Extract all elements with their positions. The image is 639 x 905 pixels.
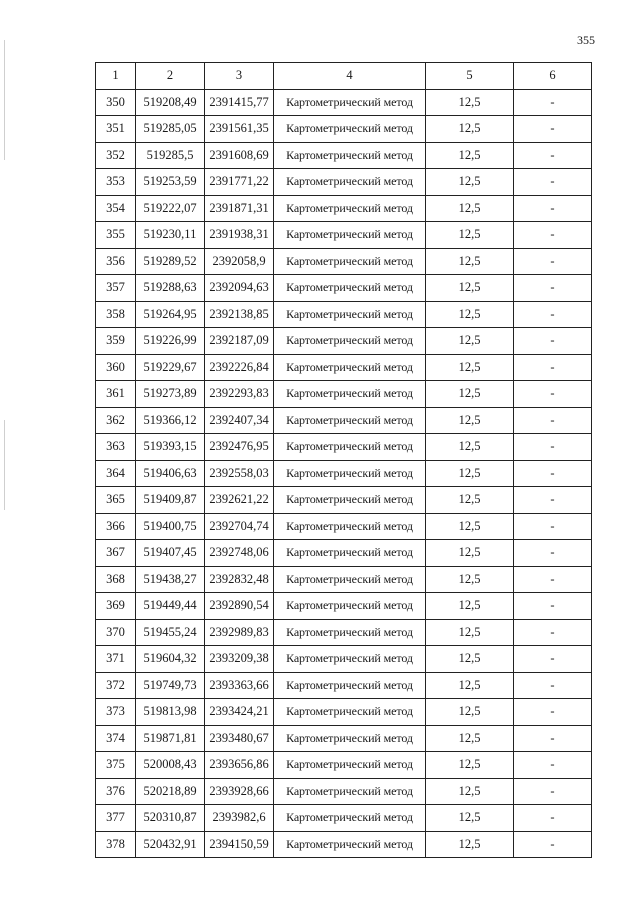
table-row bbox=[96, 407, 592, 434]
table-row bbox=[96, 354, 592, 381]
accuracy-cell: 12,5 bbox=[426, 434, 514, 461]
note-cell: - bbox=[514, 672, 592, 699]
method-cell: Картометрический метод bbox=[274, 169, 426, 196]
y-coordinate-cell: 2391608,69 bbox=[205, 142, 274, 169]
accuracy-cell: 12,5 bbox=[426, 699, 514, 726]
x-coordinate-cell: 519604,32 bbox=[136, 646, 205, 673]
table-row bbox=[96, 672, 592, 699]
x-coordinate-cell: 520310,87 bbox=[136, 805, 205, 832]
accuracy-cell: 12,5 bbox=[426, 354, 514, 381]
y-coordinate-cell: 2392226,84 bbox=[205, 354, 274, 381]
x-coordinate-cell: 519449,44 bbox=[136, 593, 205, 620]
y-coordinate-cell: 2391771,22 bbox=[205, 169, 274, 196]
table-row bbox=[96, 805, 592, 832]
accuracy-cell: 12,5 bbox=[426, 513, 514, 540]
note-cell: - bbox=[514, 328, 592, 355]
note-cell: - bbox=[514, 646, 592, 673]
y-coordinate-cell: 2392058,9 bbox=[205, 248, 274, 275]
method-cell: Картометрический метод bbox=[274, 248, 426, 275]
method-cell: Картометрический метод bbox=[274, 434, 426, 461]
accuracy-cell: 12,5 bbox=[426, 460, 514, 487]
note-cell: - bbox=[514, 381, 592, 408]
header-cell-4: 4 bbox=[274, 63, 426, 90]
accuracy-cell: 12,5 bbox=[426, 89, 514, 116]
note-cell: - bbox=[514, 89, 592, 116]
accuracy-cell: 12,5 bbox=[426, 328, 514, 355]
y-coordinate-cell: 2392621,22 bbox=[205, 487, 274, 514]
accuracy-cell: 12,5 bbox=[426, 646, 514, 673]
method-cell: Картометрический метод bbox=[274, 778, 426, 805]
table-row bbox=[96, 540, 592, 567]
note-cell: - bbox=[514, 778, 592, 805]
note-cell: - bbox=[514, 460, 592, 487]
x-coordinate-cell: 519813,98 bbox=[136, 699, 205, 726]
accuracy-cell: 12,5 bbox=[426, 407, 514, 434]
y-coordinate-cell: 2392094,63 bbox=[205, 275, 274, 302]
table-row bbox=[96, 513, 592, 540]
note-cell: - bbox=[514, 434, 592, 461]
x-coordinate-cell: 520432,91 bbox=[136, 831, 205, 858]
accuracy-cell: 12,5 bbox=[426, 381, 514, 408]
table-row bbox=[96, 381, 592, 408]
x-coordinate-cell: 519400,75 bbox=[136, 513, 205, 540]
y-coordinate-cell: 2391938,31 bbox=[205, 222, 274, 249]
accuracy-cell: 12,5 bbox=[426, 540, 514, 567]
point-number-cell: 359 bbox=[96, 328, 136, 355]
method-cell: Картометрический метод bbox=[274, 89, 426, 116]
point-number-cell: 366 bbox=[96, 513, 136, 540]
table-row bbox=[96, 725, 592, 752]
y-coordinate-cell: 2392187,09 bbox=[205, 328, 274, 355]
table-row bbox=[96, 699, 592, 726]
point-number-cell: 354 bbox=[96, 195, 136, 222]
point-number-cell: 352 bbox=[96, 142, 136, 169]
note-cell: - bbox=[514, 593, 592, 620]
x-coordinate-cell: 519222,07 bbox=[136, 195, 205, 222]
note-cell: - bbox=[514, 725, 592, 752]
accuracy-cell: 12,5 bbox=[426, 142, 514, 169]
method-cell: Картометрический метод bbox=[274, 646, 426, 673]
method-cell: Картометрический метод bbox=[274, 487, 426, 514]
point-number-cell: 357 bbox=[96, 275, 136, 302]
note-cell: - bbox=[514, 407, 592, 434]
x-coordinate-cell: 519208,49 bbox=[136, 89, 205, 116]
y-coordinate-cell: 2394150,59 bbox=[205, 831, 274, 858]
y-coordinate-cell: 2392293,83 bbox=[205, 381, 274, 408]
point-number-cell: 377 bbox=[96, 805, 136, 832]
y-coordinate-cell: 2393928,66 bbox=[205, 778, 274, 805]
table-row bbox=[96, 460, 592, 487]
point-number-cell: 350 bbox=[96, 89, 136, 116]
header-cell-5: 5 bbox=[426, 63, 514, 90]
x-coordinate-cell: 520218,89 bbox=[136, 778, 205, 805]
point-number-cell: 365 bbox=[96, 487, 136, 514]
accuracy-cell: 12,5 bbox=[426, 619, 514, 646]
y-coordinate-cell: 2392748,06 bbox=[205, 540, 274, 567]
method-cell: Картометрический метод bbox=[274, 672, 426, 699]
x-coordinate-cell: 519406,63 bbox=[136, 460, 205, 487]
point-number-cell: 353 bbox=[96, 169, 136, 196]
y-coordinate-cell: 2393982,6 bbox=[205, 805, 274, 832]
header-row bbox=[96, 63, 592, 90]
coordinates-table bbox=[95, 62, 592, 858]
method-cell: Картометрический метод bbox=[274, 619, 426, 646]
point-number-cell: 363 bbox=[96, 434, 136, 461]
note-cell: - bbox=[514, 195, 592, 222]
method-cell: Картометрический метод bbox=[274, 699, 426, 726]
point-number-cell: 376 bbox=[96, 778, 136, 805]
note-cell: - bbox=[514, 566, 592, 593]
table-row bbox=[96, 116, 592, 143]
table-row bbox=[96, 434, 592, 461]
accuracy-cell: 12,5 bbox=[426, 487, 514, 514]
x-coordinate-cell: 519229,67 bbox=[136, 354, 205, 381]
note-cell: - bbox=[514, 116, 592, 143]
y-coordinate-cell: 2392138,85 bbox=[205, 301, 274, 328]
note-cell: - bbox=[514, 487, 592, 514]
method-cell: Картометрический метод bbox=[274, 116, 426, 143]
x-coordinate-cell: 519285,05 bbox=[136, 116, 205, 143]
accuracy-cell: 12,5 bbox=[426, 301, 514, 328]
note-cell: - bbox=[514, 699, 592, 726]
note-cell: - bbox=[514, 248, 592, 275]
method-cell: Картометрический метод bbox=[274, 752, 426, 779]
table-row bbox=[96, 831, 592, 858]
table-row bbox=[96, 328, 592, 355]
x-coordinate-cell: 519749,73 bbox=[136, 672, 205, 699]
method-cell: Картометрический метод bbox=[274, 831, 426, 858]
table-row bbox=[96, 619, 592, 646]
accuracy-cell: 12,5 bbox=[426, 672, 514, 699]
header-cell-1: 1 bbox=[96, 63, 136, 90]
note-cell: - bbox=[514, 513, 592, 540]
y-coordinate-cell: 2391561,35 bbox=[205, 116, 274, 143]
table-row bbox=[96, 593, 592, 620]
accuracy-cell: 12,5 bbox=[426, 593, 514, 620]
point-number-cell: 361 bbox=[96, 381, 136, 408]
y-coordinate-cell: 2392832,48 bbox=[205, 566, 274, 593]
method-cell: Картометрический метод bbox=[274, 566, 426, 593]
point-number-cell: 358 bbox=[96, 301, 136, 328]
y-coordinate-cell: 2391871,31 bbox=[205, 195, 274, 222]
y-coordinate-cell: 2392476,95 bbox=[205, 434, 274, 461]
table-row bbox=[96, 248, 592, 275]
point-number-cell: 355 bbox=[96, 222, 136, 249]
x-coordinate-cell: 519253,59 bbox=[136, 169, 205, 196]
note-cell: - bbox=[514, 752, 592, 779]
note-cell: - bbox=[514, 142, 592, 169]
table-row bbox=[96, 752, 592, 779]
method-cell: Картометрический метод bbox=[274, 725, 426, 752]
x-coordinate-cell: 519438,27 bbox=[136, 566, 205, 593]
point-number-cell: 360 bbox=[96, 354, 136, 381]
y-coordinate-cell: 2392989,83 bbox=[205, 619, 274, 646]
y-coordinate-cell: 2392558,03 bbox=[205, 460, 274, 487]
method-cell: Картометрический метод bbox=[274, 805, 426, 832]
y-coordinate-cell: 2393363,66 bbox=[205, 672, 274, 699]
accuracy-cell: 12,5 bbox=[426, 752, 514, 779]
point-number-cell: 375 bbox=[96, 752, 136, 779]
point-number-cell: 364 bbox=[96, 460, 136, 487]
method-cell: Картометрический метод bbox=[274, 540, 426, 567]
accuracy-cell: 12,5 bbox=[426, 778, 514, 805]
x-coordinate-cell: 519407,45 bbox=[136, 540, 205, 567]
table-row bbox=[96, 566, 592, 593]
scan-edge-mark bbox=[4, 420, 5, 510]
table-row bbox=[96, 778, 592, 805]
x-coordinate-cell: 519226,99 bbox=[136, 328, 205, 355]
table-row bbox=[96, 275, 592, 302]
accuracy-cell: 12,5 bbox=[426, 805, 514, 832]
point-number-cell: 372 bbox=[96, 672, 136, 699]
point-number-cell: 362 bbox=[96, 407, 136, 434]
accuracy-cell: 12,5 bbox=[426, 195, 514, 222]
x-coordinate-cell: 519409,87 bbox=[136, 487, 205, 514]
point-number-cell: 351 bbox=[96, 116, 136, 143]
point-number-cell: 369 bbox=[96, 593, 136, 620]
x-coordinate-cell: 519289,52 bbox=[136, 248, 205, 275]
x-coordinate-cell: 519230,11 bbox=[136, 222, 205, 249]
table-row bbox=[96, 646, 592, 673]
table-row bbox=[96, 222, 592, 249]
table-row bbox=[96, 89, 592, 116]
note-cell: - bbox=[514, 805, 592, 832]
note-cell: - bbox=[514, 354, 592, 381]
method-cell: Картометрический метод bbox=[274, 142, 426, 169]
method-cell: Картометрический метод bbox=[274, 301, 426, 328]
method-cell: Картометрический метод bbox=[274, 275, 426, 302]
accuracy-cell: 12,5 bbox=[426, 169, 514, 196]
accuracy-cell: 12,5 bbox=[426, 116, 514, 143]
scan-edge-mark bbox=[4, 40, 5, 160]
y-coordinate-cell: 2393480,67 bbox=[205, 725, 274, 752]
note-cell: - bbox=[514, 831, 592, 858]
x-coordinate-cell: 519393,15 bbox=[136, 434, 205, 461]
method-cell: Картометрический метод bbox=[274, 513, 426, 540]
accuracy-cell: 12,5 bbox=[426, 566, 514, 593]
x-coordinate-cell: 519455,24 bbox=[136, 619, 205, 646]
y-coordinate-cell: 2393209,38 bbox=[205, 646, 274, 673]
method-cell: Картометрический метод bbox=[274, 328, 426, 355]
accuracy-cell: 12,5 bbox=[426, 831, 514, 858]
y-coordinate-cell: 2391415,77 bbox=[205, 89, 274, 116]
method-cell: Картометрический метод bbox=[274, 195, 426, 222]
y-coordinate-cell: 2392704,74 bbox=[205, 513, 274, 540]
accuracy-cell: 12,5 bbox=[426, 222, 514, 249]
method-cell: Картометрический метод bbox=[274, 381, 426, 408]
x-coordinate-cell: 519366,12 bbox=[136, 407, 205, 434]
x-coordinate-cell: 519273,89 bbox=[136, 381, 205, 408]
note-cell: - bbox=[514, 619, 592, 646]
method-cell: Картометрический метод bbox=[274, 222, 426, 249]
method-cell: Картометрический метод bbox=[274, 593, 426, 620]
table-row bbox=[96, 169, 592, 196]
accuracy-cell: 12,5 bbox=[426, 248, 514, 275]
y-coordinate-cell: 2393424,21 bbox=[205, 699, 274, 726]
table-row bbox=[96, 301, 592, 328]
table-row bbox=[96, 142, 592, 169]
header-cell-2: 2 bbox=[136, 63, 205, 90]
accuracy-cell: 12,5 bbox=[426, 725, 514, 752]
point-number-cell: 373 bbox=[96, 699, 136, 726]
table-row bbox=[96, 487, 592, 514]
note-cell: - bbox=[514, 275, 592, 302]
point-number-cell: 367 bbox=[96, 540, 136, 567]
x-coordinate-cell: 519264,95 bbox=[136, 301, 205, 328]
point-number-cell: 374 bbox=[96, 725, 136, 752]
y-coordinate-cell: 2393656,86 bbox=[205, 752, 274, 779]
y-coordinate-cell: 2392407,34 bbox=[205, 407, 274, 434]
page-number: 355 bbox=[577, 33, 595, 47]
y-coordinate-cell: 2392890,54 bbox=[205, 593, 274, 620]
x-coordinate-cell: 519285,5 bbox=[136, 142, 205, 169]
note-cell: - bbox=[514, 169, 592, 196]
accuracy-cell: 12,5 bbox=[426, 275, 514, 302]
method-cell: Картометрический метод bbox=[274, 354, 426, 381]
method-cell: Картометрический метод bbox=[274, 407, 426, 434]
point-number-cell: 356 bbox=[96, 248, 136, 275]
table-row bbox=[96, 195, 592, 222]
point-number-cell: 371 bbox=[96, 646, 136, 673]
note-cell: - bbox=[514, 540, 592, 567]
x-coordinate-cell: 519288,63 bbox=[136, 275, 205, 302]
method-cell: Картометрический метод bbox=[274, 460, 426, 487]
x-coordinate-cell: 519871,81 bbox=[136, 725, 205, 752]
x-coordinate-cell: 520008,43 bbox=[136, 752, 205, 779]
header-cell-6: 6 bbox=[514, 63, 592, 90]
point-number-cell: 368 bbox=[96, 566, 136, 593]
point-number-cell: 370 bbox=[96, 619, 136, 646]
header-cell-3: 3 bbox=[205, 63, 274, 90]
point-number-cell: 378 bbox=[96, 831, 136, 858]
note-cell: - bbox=[514, 301, 592, 328]
table-body bbox=[96, 89, 592, 858]
note-cell: - bbox=[514, 222, 592, 249]
